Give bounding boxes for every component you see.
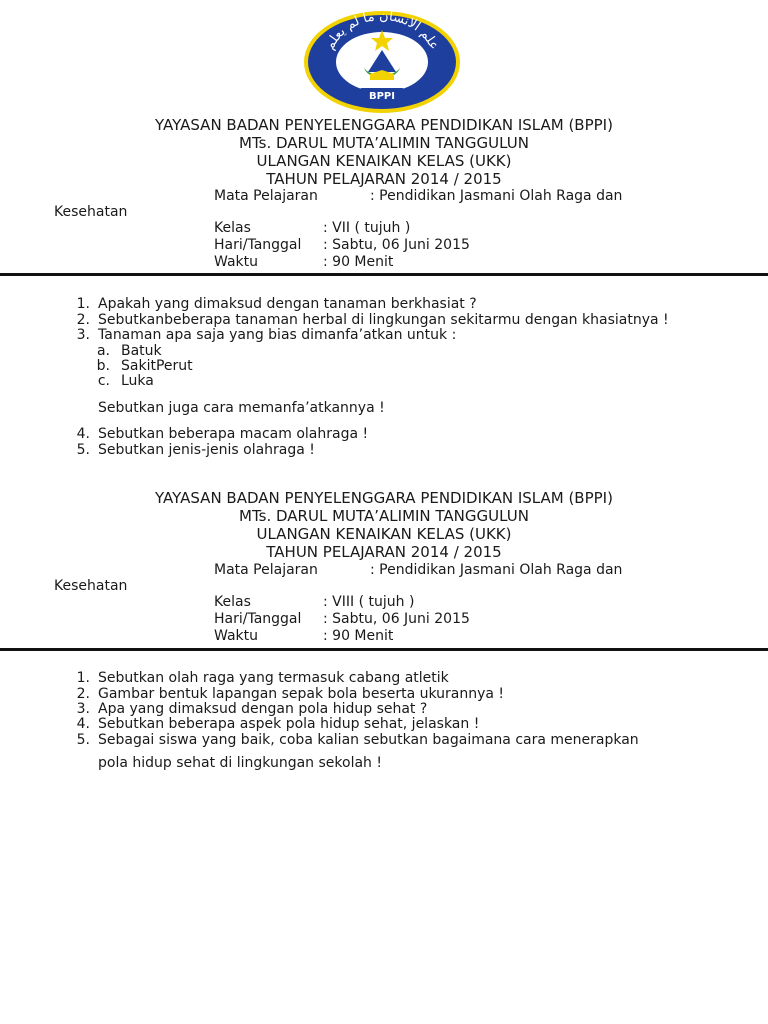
question-item: 5. Sebutkan jenis-jenis olahraga ! [76,442,315,458]
academic-year: TAHUN PELAJARAN 2014 / 2015 [266,543,502,561]
date-value: : Sabtu, 06 Juni 2015 [323,611,470,627]
question-item: 4. Sebutkan beberapa aspek pola hidup sehat, jelaskan ! [76,716,480,732]
class-label: Kelas [214,594,251,610]
sub-item: a. Batuk [96,343,162,359]
subject-value: : Pendidikan Jasmani Olah Raga dan [370,188,623,204]
header-divider [0,273,768,276]
sub-item: b. SakitPerut [96,358,193,374]
date-value: : Sabtu, 06 Juni 2015 [323,237,470,253]
emblem-arabic-text: علم الانسان ما لم يعلم [322,10,442,53]
subject-label: Mata Pelajaran [214,188,318,204]
date-label: Hari/Tanggal [214,237,302,253]
exam-title: ULANGAN KENAIKAN KELAS (UKK) [256,152,512,170]
class-value: : VII ( tujuh ) [323,220,411,236]
subject-value-continued: Kesehatan [54,578,128,594]
header-divider [0,648,768,651]
question-item: 2. Sebutkanbeberapa tanaman herbal di lingkungan sekitarmu dengan khasiatnya ! [76,312,669,328]
time-value: : 90 Menit [323,628,394,644]
subject-value: : Pendidikan Jasmani Olah Raga dan [370,562,623,578]
school-name: MTs. DARUL MUTA’ALIMIN TANGGULUN [239,134,529,152]
question-item: 1. Apakah yang dimaksud dengan tanaman berkhasiat ? [76,296,477,312]
subject-label: Mata Pelajaran [214,562,318,578]
question-continuation: pola hidup sehat di lingkungan sekolah ! [98,755,382,771]
question-item: 4. Sebutkan beberapa macam olahraga ! [76,426,369,442]
time-label: Waktu [214,254,258,270]
question-item: 3. Apa yang dimaksud dengan pola hidup sehat ? [76,701,428,717]
foundation-name: YAYASAN BADAN PENYELENGGARA PENDIDIKAN ISLAM (BPPI) [155,489,613,507]
school-name: MTs. DARUL MUTA’ALIMIN TANGGULUN [239,507,529,525]
sub-item: c. Luka [97,373,154,389]
question-item: 1. Sebutkan olah raga yang termasuk cabang atletik [76,670,449,686]
subject-value-continued: Kesehatan [54,204,128,220]
question-note: Sebutkan juga cara memanfa’atkannya ! [98,400,385,416]
time-label: Waktu [214,628,258,644]
question-item: 5. Sebagai siswa yang baik, coba kalian sebutkan bagaimana cara menerapkan [76,732,639,748]
academic-year: TAHUN PELAJARAN 2014 / 2015 [266,170,502,188]
class-label: Kelas [214,220,251,236]
exam-title: ULANGAN KENAIKAN KELAS (UKK) [256,525,512,543]
question-item: 2. Gambar bentuk lapangan sepak bola beserta ukurannya ! [76,686,505,702]
class-value: : VIII ( tujuh ) [323,594,415,610]
school-emblem-icon [302,10,462,114]
time-value: : 90 Menit [323,254,394,270]
emblem-label: BPPI [368,91,396,102]
date-label: Hari/Tanggal [214,611,302,627]
question-item: 3. Tanaman apa saja yang bias dimanfa’atkan untuk : [76,327,457,343]
foundation-name: YAYASAN BADAN PENYELENGGARA PENDIDIKAN ISLAM (BPPI) [155,116,613,134]
